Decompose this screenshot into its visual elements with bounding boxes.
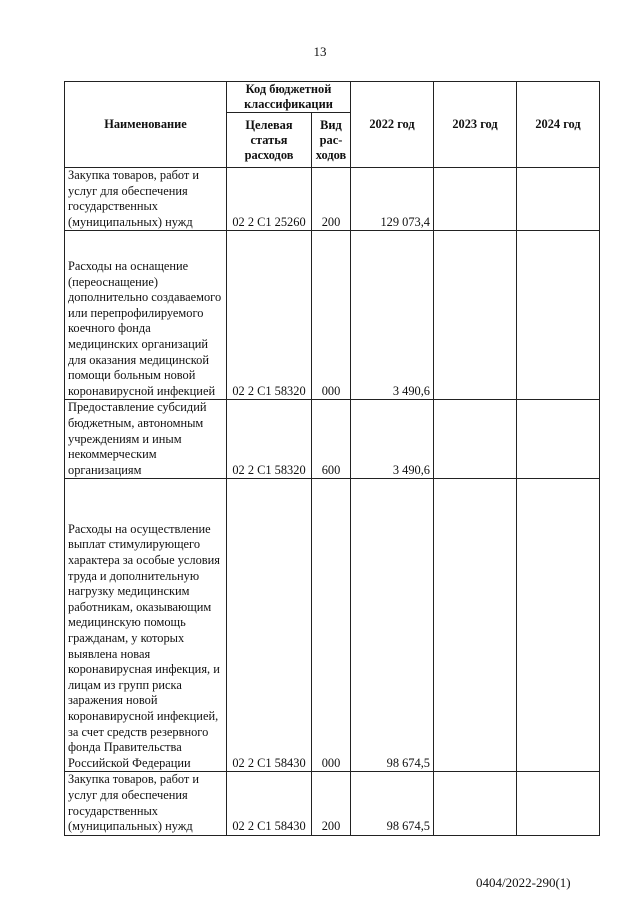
table-row	[65, 400, 600, 479]
table-row	[65, 168, 600, 231]
row-type: 200	[312, 168, 351, 231]
row-amount-2024	[517, 479, 600, 772]
header-2024: 2024 год	[517, 82, 600, 168]
row-name: Расходы на оснащение (переоснащение) дополнительно создаваемого или перепрофилируемого коечного фонда медицинских организаций для оказания медицинской помощи больным новой коронавирусной инфекцией	[65, 231, 227, 400]
row-amount-2024	[517, 168, 600, 231]
header-target-article: Целевая статья расходов	[227, 113, 312, 168]
row-amount-2022: 3 490,6	[351, 231, 434, 400]
row-code: 02 2 C1 58430	[227, 772, 312, 835]
header-budget-code-group: Код бюджетной классификации	[227, 82, 351, 113]
row-code: 02 2 C1 58320	[227, 400, 312, 479]
header-name: Наименование	[65, 82, 227, 168]
table-row	[65, 479, 600, 772]
row-amount-2024	[517, 772, 600, 835]
row-amount-2022: 3 490,6	[351, 400, 434, 479]
row-type: 000	[312, 479, 351, 772]
table-row	[65, 231, 600, 400]
page-number: 13	[313, 44, 327, 59]
row-name: Закупка товаров, работ и услуг для обеспечения государственных (муниципальных) нужд	[65, 168, 227, 231]
row-type: 000	[312, 231, 351, 400]
row-amount-2023	[434, 479, 517, 772]
row-amount-2024	[517, 231, 600, 400]
row-code: 02 2 C1 58320	[227, 231, 312, 400]
table-row	[65, 772, 600, 835]
row-name: Предоставление субсидий бюджетным, автономным учреждениям и иным некоммерческим организациям	[65, 400, 227, 479]
row-amount-2023	[434, 231, 517, 400]
row-name: Расходы на осуществление выплат стимулирующего характера за особые условия труда и дополнительную нагрузку медицинским работникам, оказывающим медицинскую помощь гражданам, у которых выявлена новая коронавирусная инфекция, и лицам из групп риска заражения новой коронавирусной инфекцией, за счет средств резервного фонда Правительства Российской Федерации	[65, 479, 227, 772]
header-2023: 2023 год	[434, 82, 517, 168]
row-amount-2022: 98 674,5	[351, 479, 434, 772]
row-amount-2024	[517, 400, 600, 479]
row-amount-2023	[434, 772, 517, 835]
row-type: 200	[312, 772, 351, 835]
row-amount-2022: 129 073,4	[351, 168, 434, 231]
row-type: 600	[312, 400, 351, 479]
header-2022: 2022 год	[351, 82, 434, 168]
header-expense-type: Вид рас-ходов	[312, 113, 351, 168]
row-amount-2022: 98 674,5	[351, 772, 434, 835]
row-code: 02 2 C1 25260	[227, 168, 312, 231]
row-amount-2023	[434, 400, 517, 479]
row-amount-2023	[434, 168, 517, 231]
budget-table	[64, 81, 600, 836]
document-code: 0404/2022-290(1)	[476, 875, 571, 890]
row-code: 02 2 C1 58430	[227, 479, 312, 772]
row-name: Закупка товаров, работ и услуг для обеспечения государственных (муниципальных) нужд	[65, 772, 227, 835]
